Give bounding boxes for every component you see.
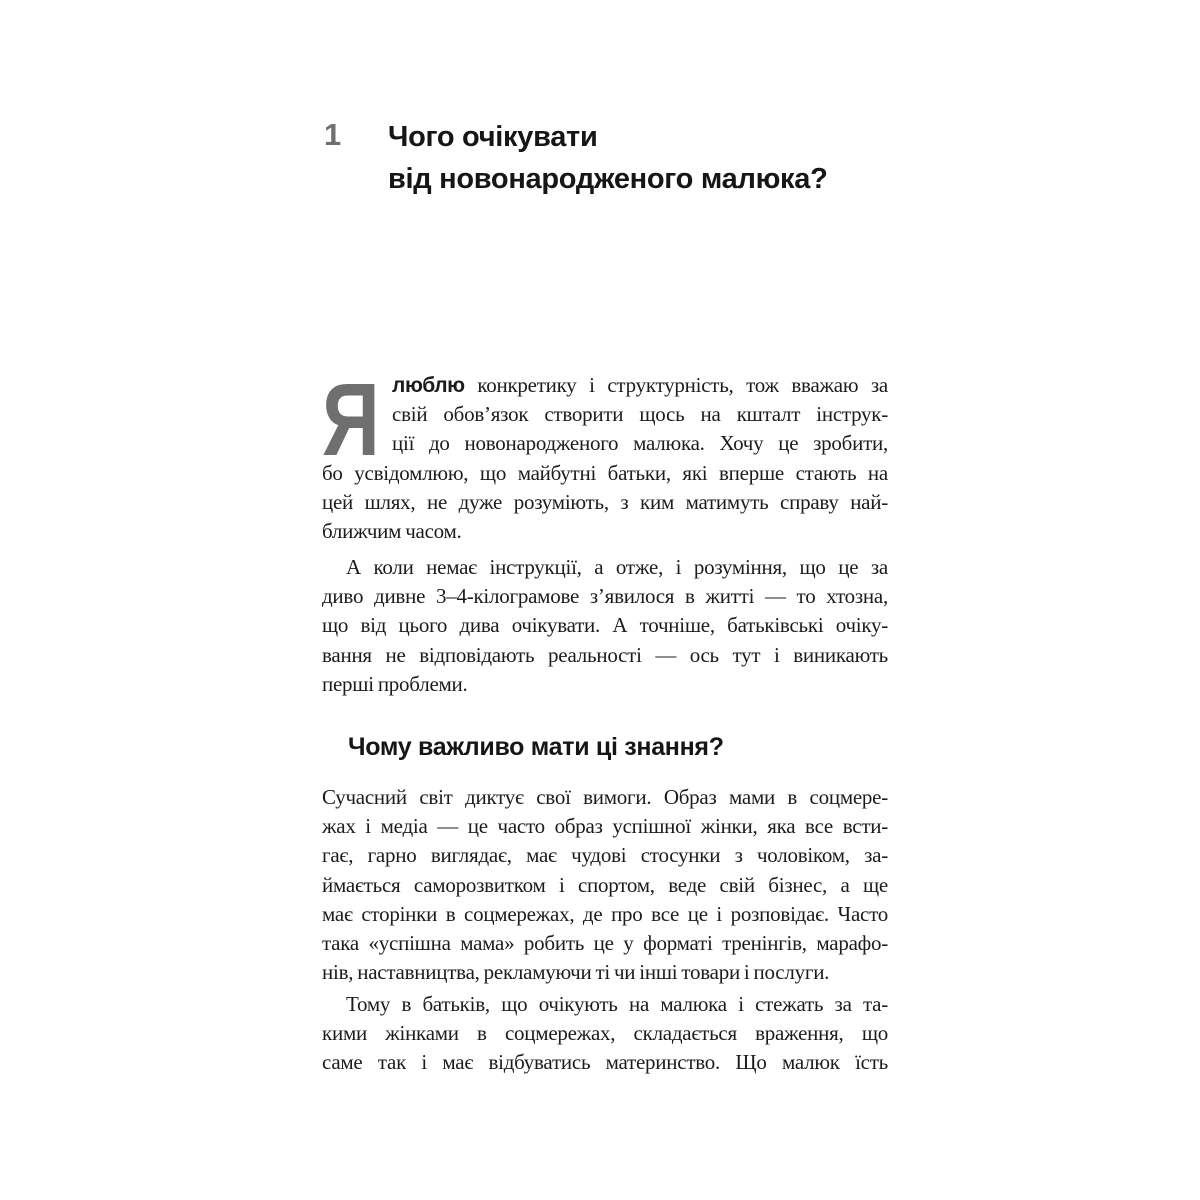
- text-line: кими жінками в соцмережах, складається враження, що: [322, 1021, 888, 1046]
- text-line: бо усвідомлюю, що майбутні батьки, які вперше стають на: [322, 460, 888, 485]
- chapter-title-line-2: від новонародженого малюка?: [388, 163, 828, 195]
- text-line: нів, наставництва, рекламуючи ті чи інші товари і послуги.: [322, 960, 830, 985]
- text-line: Тому в батьків, що очікують на малюка і стежать за та-: [346, 992, 888, 1016]
- text-column: [322, 0, 888, 1200]
- text-line: вання не відповідають реальності — ось тут і виникають: [322, 642, 888, 667]
- text-line: цей шлях, не дуже розуміють, з ким матимуть справу най-: [322, 489, 888, 514]
- text-line: диво дивне 3–4-кілограмове з’явилося в житті — то хтозна,: [322, 584, 888, 609]
- text-line: гає, гарно виглядає, має чудові стосунки з чоловіком, за-: [322, 843, 888, 868]
- text-line: перші проблеми.: [322, 671, 468, 696]
- paragraph-3: [322, 783, 888, 987]
- text-line: така «успішна мама» робить це у форматі тренінгів, марафо-: [322, 930, 888, 955]
- text-line: має сторінки в соцмережах, де про все це і розповідає. Часто: [322, 901, 888, 926]
- lead-bold-word: люблю: [392, 374, 465, 397]
- text-line: Сучасний світ диктує свої вимоги. Образ мами в соцмере-: [322, 785, 888, 809]
- text-line: люблю конкретику і структурність, тож вважаю за: [392, 373, 888, 397]
- chapter-title-line-1: Чого очікувати: [388, 121, 598, 153]
- text-line: А коли немає інструкції, а отже, і розуміння, що це за: [346, 555, 888, 579]
- text-line: свій обов’язок створити щось на кшталт інструк-: [392, 402, 888, 427]
- paragraph-1-full-width: [322, 459, 888, 547]
- text-line: жах і медіа — це часто образ успішної жінки, яка все всти-: [322, 814, 888, 839]
- text-line: ції до новонародженого малюка. Хочу це зробити,: [392, 431, 888, 456]
- text-line: ймається саморозвитком і спортом, веде свій бізнес, а ще: [322, 872, 888, 897]
- paragraph-1-beside-dropcap: [392, 371, 888, 459]
- text-line: ближчим часом.: [322, 518, 462, 543]
- dropcap-letter: Я: [322, 362, 380, 477]
- paragraph-4: [322, 990, 888, 1078]
- chapter-number: 1: [324, 117, 342, 152]
- text-line: саме так і має відбуватись материнство. Що малюк їсть: [322, 1050, 888, 1075]
- section-subheading: Чому важливо мати ці знання?: [348, 733, 724, 761]
- paragraph-2: [322, 553, 888, 699]
- chapter-title: [388, 116, 888, 200]
- text-line: що від цього дива очікувати. А точніше, батьківські очіку-: [322, 613, 888, 638]
